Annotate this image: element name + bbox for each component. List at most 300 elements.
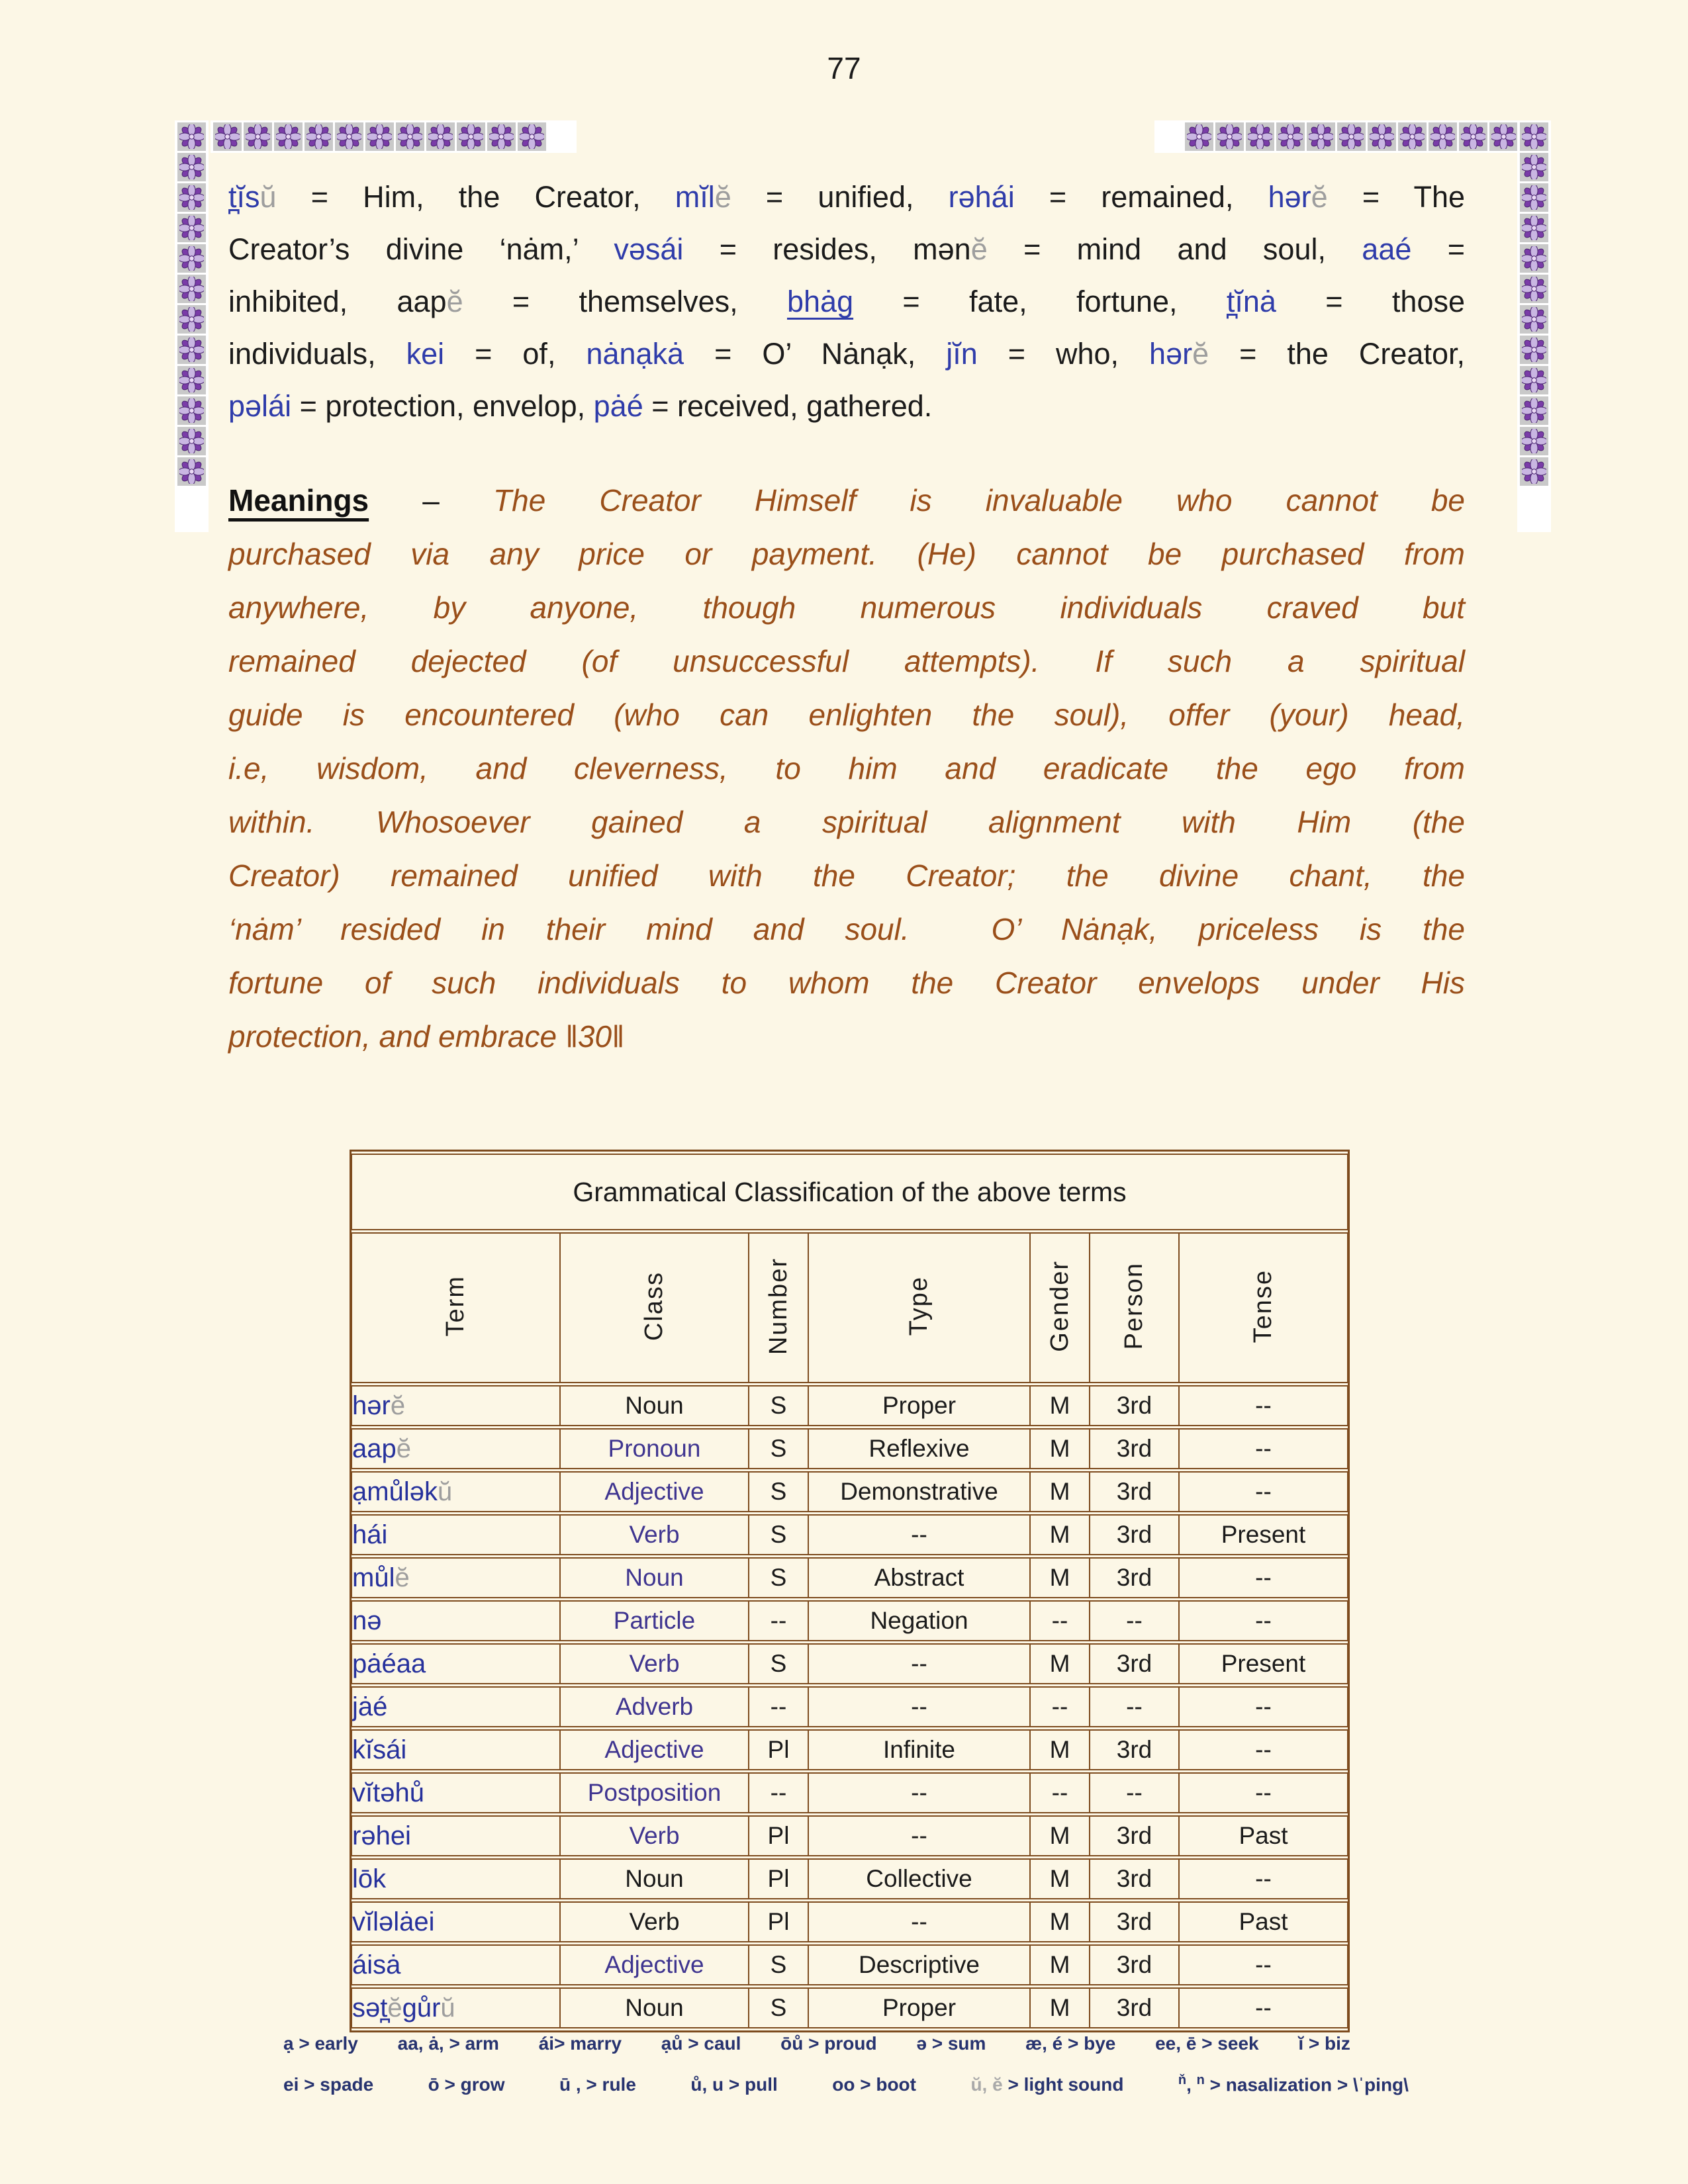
table-row [352,1686,1348,1727]
legend-item [1178,2073,1409,2095]
legend-segment: ň [1178,2073,1187,2087]
tense-cell: -- [1179,1471,1348,1512]
meanings-paragraph [228,474,1465,1064]
text-segment: = resides, mən [683,232,971,266]
text-segment: = of, [444,337,586,371]
flower-tile [426,122,455,151]
flower-tile [177,275,206,303]
text-segment: aaé [1362,232,1412,266]
gender-cell: -- [1030,1600,1090,1641]
text-segment: kei [406,337,445,371]
type-cell: Demonstrative [808,1471,1030,1512]
flower-tile [177,183,206,212]
term-cell [352,1428,560,1469]
person-cell: 3rd [1090,1557,1179,1598]
term-segment: lōk [352,1864,387,1893]
legend-item: aa, ȧ, > arm [397,2033,499,2054]
type-cell: Descriptive [808,1944,1030,1985]
class-cell: Particle [560,1600,749,1641]
person-cell: -- [1090,1600,1179,1641]
column-header-label: Class [640,1271,668,1342]
text-segment: guide is encountered (who can enlighten the soul), offer (your) head, [228,698,1465,732]
legend-item: ạů > caul [661,2033,741,2054]
class-cell: Verb [560,1901,749,1942]
tense-cell: -- [1179,1944,1348,1985]
term-cell [352,1944,560,1985]
text-line [228,380,1465,432]
person-cell: 3rd [1090,1471,1179,1512]
class-cell: Noun [560,1557,749,1598]
flower-icon [179,124,204,149]
flower-border-right-horizontal [1154,120,1521,153]
flower-tile [396,122,424,151]
gender-cell: M [1030,1514,1090,1555]
legend-segment: , [1186,2074,1197,2095]
person-cell: 3rd [1090,1858,1179,1899]
class-cell: Verb [560,1514,749,1555]
vocabulary-paragraph [228,171,1465,432]
text-segment: = The [1327,180,1465,214]
class-cell: Verb [560,1643,749,1684]
flower-icon [489,124,514,149]
flower-tile [177,366,206,394]
class-cell: Adjective [560,1471,749,1512]
tense-cell: Past [1179,1901,1348,1942]
term-segment: nə [352,1606,382,1635]
table-row [352,1987,1348,2028]
text-segment: hər [1268,180,1311,214]
tense-cell: -- [1179,1600,1348,1641]
flower-icon [179,216,204,240]
person-cell: 3rd [1090,1815,1179,1856]
tense-cell: -- [1179,1987,1348,2028]
text-line [228,956,1465,1010]
text-segment: hər [1149,337,1193,371]
table-row [352,1729,1348,1770]
table-row [352,1815,1348,1856]
column-header-label: Tense [1249,1269,1277,1343]
page-number: 77 [827,51,861,85]
text-line [228,849,1465,903]
meanings-label: Meanings [228,483,369,518]
flower-tile [213,122,242,151]
type-cell: Infinite [808,1729,1030,1770]
term-segment: můl [352,1563,395,1592]
term-segment: kĭsái [352,1735,407,1764]
gender-cell: M [1030,1944,1090,1985]
text-segment: ĕ [1192,337,1209,371]
column-header-label: Gender [1045,1260,1074,1352]
flower-tile [1520,153,1548,181]
flower-tile [1215,122,1244,151]
tense-cell: -- [1179,1729,1348,1770]
gender-cell: -- [1030,1772,1090,1813]
person-cell: 3rd [1090,1729,1179,1770]
legend-item: ə > sum [916,2033,986,2054]
column-header-label: Number [764,1257,792,1355]
text-segment: bhȧg [786,285,854,318]
person-cell: 3rd [1090,1901,1179,1942]
term-segment: ạmůlək [352,1477,438,1506]
text-segment: t̪ĭnȧ [1226,285,1276,318]
flower-icon [398,124,422,149]
text-line [228,275,1465,328]
text-segment: mĭl [675,180,715,214]
table-row [352,1772,1348,1813]
column-header-term [352,1232,560,1383]
tense-cell: -- [1179,1385,1348,1426]
text-segment: = those [1276,285,1465,318]
flower-tile [487,122,516,151]
person-cell: 3rd [1090,1514,1179,1555]
term-segment: gůr [402,1993,441,2023]
tense-cell: Past [1179,1815,1348,1856]
class-cell: Noun [560,1385,749,1426]
class-cell: Noun [560,1858,749,1899]
table-row [352,1428,1348,1469]
text-segment: jĭn [946,337,978,371]
flower-tile [1307,122,1335,151]
flower-tile [335,122,363,151]
term-segment: ĕ [387,1993,402,2023]
flower-border-left-horizontal [211,120,577,153]
type-cell: Collective [808,1858,1030,1899]
flower-icon [1248,124,1272,149]
tense-cell: -- [1179,1557,1348,1598]
table-row [352,1514,1348,1555]
text-segment: i.e, wisdom, and cleverness, to him and eradicate the ego from [228,751,1465,786]
flower-icon [1522,307,1546,332]
text-segment: = the Creator, [1209,337,1465,371]
text-segment: ŭ [259,180,277,214]
pronunciation-legend [283,2033,1409,2095]
flower-icon [1522,368,1546,392]
gender-cell: M [1030,1729,1090,1770]
gender-cell: -- [1030,1686,1090,1727]
flower-tile [1246,122,1274,151]
flower-icon [1522,185,1546,210]
tense-cell: -- [1179,1772,1348,1813]
term-segment: ŭ [440,1993,455,2023]
term-cell [352,1600,560,1641]
term-segment: vĭləlȧei [352,1907,435,1936]
flower-tile [1368,122,1396,151]
text-segment: = protection, envelop, [291,389,594,423]
text-segment: = mind and soul, [987,232,1362,266]
table-row [352,1944,1348,1985]
flower-icon [179,155,204,179]
table-row [352,1600,1348,1641]
flower-icon [428,124,453,149]
term-cell [352,1815,560,1856]
flower-tile [1520,275,1548,303]
text-segment: ‘nȧm’ resided in their mind and soul. O’ Nȧnạk, priceless is the [228,912,1465,946]
flower-icon [1522,338,1546,362]
type-cell: Proper [808,1385,1030,1426]
flower-tile [177,305,206,334]
flower-icon [1522,429,1546,453]
text-segment: pəlái [228,389,292,423]
flower-icon [1400,124,1425,149]
number-cell: Pl [749,1901,808,1942]
term-cell [352,1557,560,1598]
flower-icon [1522,459,1546,484]
flower-tile [1520,427,1548,455]
text-segment: = [1411,232,1465,266]
legend-item: ō > grow [428,2074,505,2095]
flower-tile [1276,122,1305,151]
flower-icon [459,124,483,149]
legend-row [283,2073,1409,2095]
flower-tile [365,122,394,151]
gender-cell: M [1030,1987,1090,2028]
class-cell: Noun [560,1987,749,2028]
legend-item: ái> marry [538,2033,622,2054]
number-cell: S [749,1944,808,1985]
flower-tile [1520,244,1548,273]
number-cell: Pl [749,1729,808,1770]
table-title-row [352,1154,1348,1230]
table-row [352,1643,1348,1684]
gender-cell: M [1030,1471,1090,1512]
legend-segment: > nasalization > \ˈping\ [1204,2074,1409,2095]
text-segment: within. Whosoever gained a spiritual alignment with Him (the [228,805,1465,839]
gender-cell: M [1030,1815,1090,1856]
column-header-number [749,1232,808,1383]
legend-item: ei > spade [283,2074,374,2095]
text-line [228,796,1465,849]
flower-tile [1520,122,1548,151]
flower-tile [177,214,206,242]
flower-icon [276,124,301,149]
type-cell: Reflexive [808,1428,1030,1469]
flower-icon [179,459,204,484]
legend-item: oo > boot [832,2074,916,2095]
term-cell [352,1514,560,1555]
flower-icon [367,124,392,149]
term-segment: aap [352,1433,397,1463]
table-row [352,1858,1348,1899]
legend-item: ů, u > pull [690,2074,778,2095]
text-segment: ĕ [1311,180,1328,214]
term-cell [352,1987,560,2028]
person-cell: 3rd [1090,1643,1179,1684]
tense-cell: -- [1179,1686,1348,1727]
grammar-table [350,1150,1350,2032]
text-segment: Creator’s divine ‘nȧm,’ [228,232,614,266]
flower-icon [1339,124,1364,149]
text-line [228,688,1465,742]
term-cell [352,1643,560,1684]
class-cell: Pronoun [560,1428,749,1469]
flower-tile [177,244,206,273]
column-header-label: Type [905,1276,933,1336]
legend-item: æ, é > bye [1025,2033,1116,2054]
text-segment: t̪ĭs [228,180,260,214]
term-segment: rəhei [352,1821,411,1850]
number-cell: S [749,1428,808,1469]
text-line [228,474,1465,527]
text-line [228,328,1465,380]
text-segment: = remained, [1014,180,1268,214]
text-segment: = unified, [731,180,949,214]
term-segment: ŭ [437,1477,453,1506]
type-cell: -- [808,1815,1030,1856]
term-segment: ĕ [395,1563,410,1592]
text-segment: remained dejected (of unsuccessful attempts). If such a spiritual [228,644,1465,678]
text-segment: = O’ Nȧnạk, [684,337,947,371]
text-segment: vəsái [614,232,684,266]
gender-cell: M [1030,1858,1090,1899]
column-header-tense [1179,1232,1348,1383]
flower-icon [1309,124,1333,149]
flower-tile [1520,366,1548,394]
legend-item [970,2074,1123,2095]
number-cell: Pl [749,1858,808,1899]
text-segment: individuals, [228,337,406,371]
flower-tile [1489,122,1518,151]
flower-icon [1522,155,1546,179]
term-cell [352,1471,560,1512]
number-cell: S [749,1557,808,1598]
flower-icon [520,124,544,149]
legend-item: ạ > early [283,2033,358,2054]
number-cell: S [749,1643,808,1684]
number-cell: S [749,1385,808,1426]
flower-tile [1520,336,1548,364]
text-line [228,635,1465,688]
legend-row [283,2033,1350,2054]
legend-item: ee, ē > seek [1155,2033,1259,2054]
tense-cell: Present [1179,1643,1348,1684]
flower-icon [1187,124,1211,149]
text-segment: pȧé [593,389,643,423]
text-line [228,581,1465,635]
flower-tile [457,122,485,151]
number-cell: Pl [749,1815,808,1856]
person-cell: 3rd [1090,1428,1179,1469]
flower-border-right-vertical [1517,120,1551,532]
type-cell: -- [808,1514,1030,1555]
flower-tile [1520,305,1548,334]
term-cell [352,1772,560,1813]
legend-segment: n [1196,2073,1205,2087]
flower-tile [1398,122,1427,151]
flower-icon [246,124,270,149]
text-segment: ĕ [970,232,988,266]
person-cell: -- [1090,1686,1179,1727]
legend-item: ĭ > biz [1298,2033,1350,2054]
term-segment: áisȧ [352,1950,401,1979]
text-line [228,223,1465,275]
flower-icon [179,338,204,362]
flower-icon [1370,124,1394,149]
class-cell: Adverb [560,1686,749,1727]
number-cell: S [749,1471,808,1512]
flower-tile [177,336,206,364]
flower-icon [215,124,240,149]
text-segment: ĕ [714,180,731,214]
text-segment: = received, gathered. [643,389,933,423]
table-row [352,1557,1348,1598]
text-line [228,1010,1465,1064]
text-segment: – [369,483,494,518]
term-cell [352,1385,560,1426]
table-title: Grammatical Classification of the above terms [352,1154,1348,1230]
number-cell: -- [749,1600,808,1641]
class-cell: Adjective [560,1729,749,1770]
flower-icon [1522,124,1546,149]
text-segment: protection, and embrace ‖30‖ [228,1019,625,1054]
text-segment: Creator) remained unified with the Creator; the divine chant, the [228,858,1465,893]
term-cell [352,1901,560,1942]
text-segment: inhibited, aap [228,285,447,318]
term-segment: ĕ [390,1390,406,1420]
flower-tile [1520,457,1548,486]
table-header-row [352,1232,1348,1383]
text-segment: = fate, fortune, [853,285,1227,318]
text-segment: The Creator Himself is invaluable who cannot be [493,483,1465,518]
table-row [352,1385,1348,1426]
text-line [228,903,1465,956]
term-segment: pȧéaa [352,1649,426,1678]
table-row [352,1901,1348,1942]
flower-icon [1430,124,1455,149]
grammar-table-container [350,1150,1350,2032]
number-cell: -- [749,1772,808,1813]
column-header-label: Term [442,1275,469,1337]
term-cell [352,1686,560,1727]
flower-icon [179,429,204,453]
legend-segment: > light sound [1002,2074,1124,2095]
flower-icon [179,246,204,271]
flower-icon [1522,246,1546,271]
number-cell: S [749,1987,808,2028]
text-segment: fortune of such individuals to whom the Creator envelops under His [228,966,1465,1000]
type-cell: -- [808,1686,1030,1727]
flower-tile [1185,122,1213,151]
text-line [228,527,1465,581]
text-line [228,742,1465,796]
legend-item: ōů > proud [780,2033,877,2054]
flower-tile [177,122,206,151]
flower-tile [1520,214,1548,242]
flower-icon [179,398,204,423]
flower-icon [1522,216,1546,240]
class-cell: Postposition [560,1772,749,1813]
flower-icon [1217,124,1242,149]
legend-item: ū , > rule [559,2074,636,2095]
column-header-type [808,1232,1030,1383]
text-segment: = who, [977,337,1150,371]
term-segment: vĭtəhů [352,1778,424,1807]
gender-cell: M [1030,1557,1090,1598]
flower-icon [179,185,204,210]
number-cell: -- [749,1686,808,1727]
flower-icon [306,124,331,149]
type-cell: Proper [808,1987,1030,2028]
type-cell: Negation [808,1600,1030,1641]
gender-cell: M [1030,1901,1090,1942]
flower-tile [177,396,206,425]
gender-cell: M [1030,1385,1090,1426]
number-cell: S [749,1514,808,1555]
person-cell: -- [1090,1772,1179,1813]
flower-icon [179,368,204,392]
text-segment: = Him, the Creator, [276,180,675,214]
flower-icon [1461,124,1485,149]
tense-cell: -- [1179,1858,1348,1899]
